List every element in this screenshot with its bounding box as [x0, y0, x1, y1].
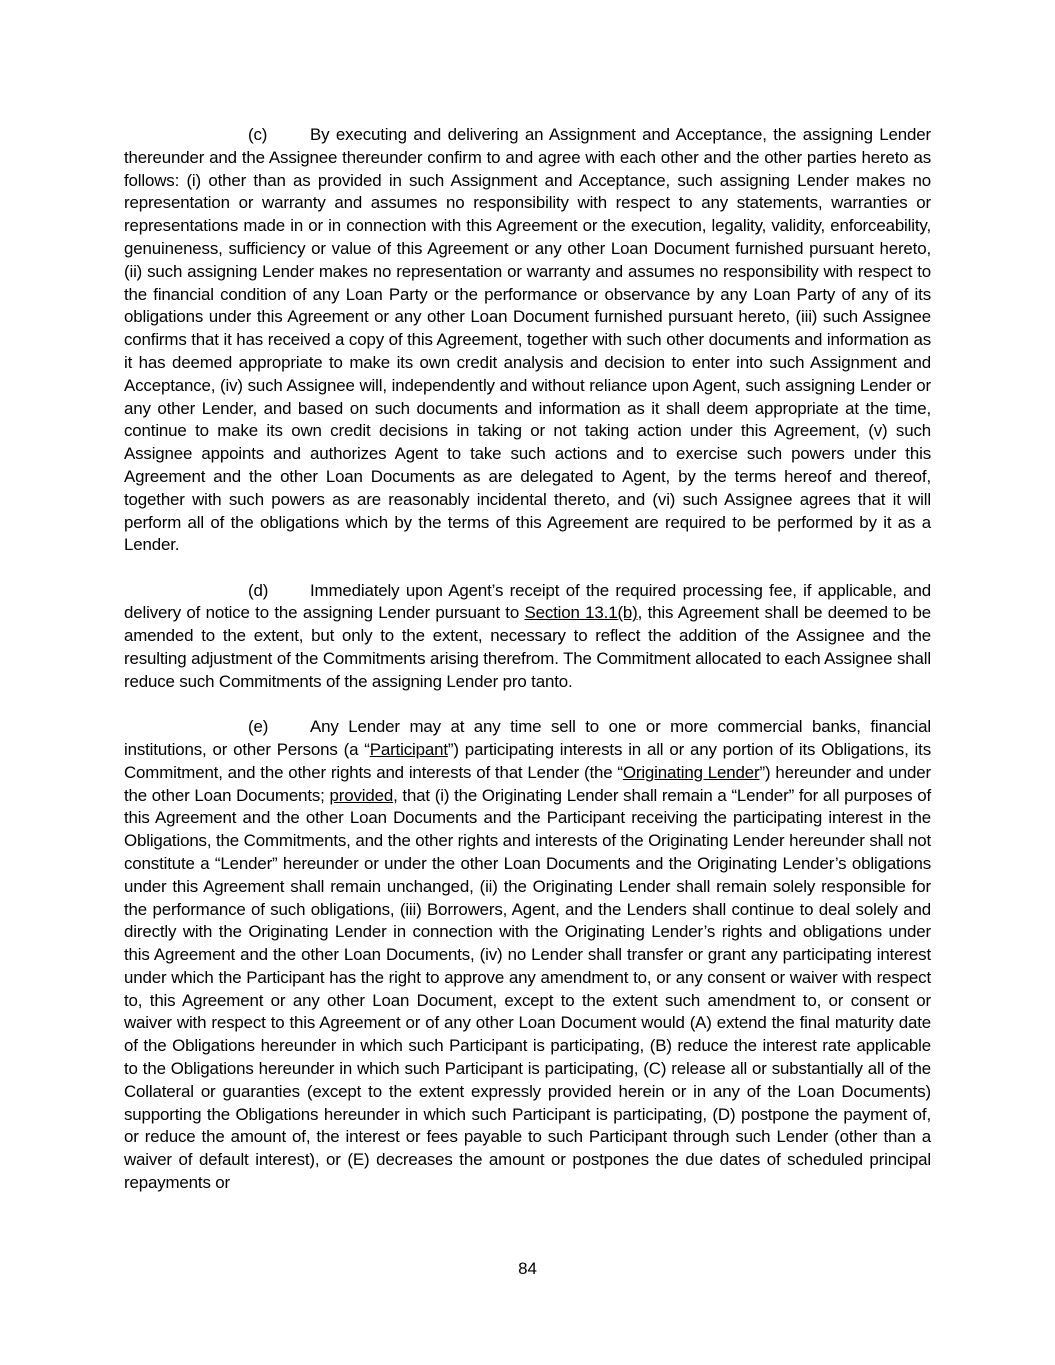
document-page	[124, 124, 931, 1217]
defined-term: provided	[329, 785, 394, 805]
paragraph-label: (c)	[248, 125, 268, 144]
paragraph-text: By executing and delivering an Assignment and Acceptance, the assigning Lender thereunder and the Assignee thereunder confirm to and agree with each other and the other parties hereto as follows: (i) other than as provided in such Assignment and Acceptance, such assigning Lender makes no representation or warranty and assumes no responsibility with respect to any statements, warranties or representations made in or in connection with this Agreement or the execution, legality, validity, enforceability, genuineness, sufficiency or value of this Agreement or any other Loan Document furnished pursuant hereto, (ii) such assigning Lender makes no representation or warranty and assumes no responsibility with respect to the financial condition of any Loan Party or the performance or observance by any Loan Party of any of its obligations under this Agreement or any other Loan Document furnished pursuant hereto, (iii) such Assignee confirms that it has received a copy of this Agreement, together with such other documents and information as it has deemed appropriate to make its own credit analysis and decision to enter into such Assignment and Acceptance, (iv) such Assignee will, independently and without reliance upon Agent, such assigning Lender or any other Lender, and based on such documents and information as it shall deem appropriate at the time, continue to make its own credit decisions in taking or not taking action under this Agreement, (v) such Assignee appoints and authorizes Agent to take such actions and to exercise such powers under this Agreement and the other Loan Documents as are delegated to Agent, by the terms hereof and thereof, together with such powers as are reasonably incidental thereto, and (vi) such Assignee agrees that it will perform all of the obligations which by the terms of this Agreement are required to be performed by it as a Lender.	[124, 125, 931, 555]
defined-term: Participant	[369, 739, 448, 759]
paragraph-e	[124, 716, 931, 1195]
paragraph-label: (d)	[248, 580, 269, 600]
paragraph-text: , that (i) the Originating Lender shall remain a “Lender” for all purposes of this Agreement and the other Loan Documents and the Participant receiving the participating interest in the Obligations, the Commitments, and the other rights and interests of the Originating Lender hereunder shall not constitute a “Lender” hereunder or under the other Loan Documents and the Originating Lender’s obligations under this Agreement shall remain unchanged, (ii) the Originating Lender shall remain solely responsible for the performance of such obligations, (iii) Borrowers, Agent, and the Lenders shall continue to deal solely and directly with the Originating Lender in connection with the Originating Lender’s rights and obligations under this Agreement and the other Loan Documents, (iv) no Lender shall transfer or grant any participating interest under which the Participant has the right to approve any amendment to, or any consent or waiver with respect to, this Agreement or any other Loan Document, except to the extent such amendment to, or consent or waiver with respect to this Agreement or of any other Loan Document would (A) extend the final maturity date of the Obligations hereunder in which such Participant is participating, (B) reduce the interest rate applicable to the Obligations hereunder in which such Participant is participating, (C) release all or substantially all of the Collateral or guaranties (except to the extent expressly provided herein or in any of the Loan Documents) supporting the Obligations hereunder in which such Participant is participating, (D) postpone the payment of, or reduce the amount of, the interest or fees payable to such Participant through such Lender (other than a waiver of default interest), or (E) decreases the amount or postpones the due dates of scheduled principal repayments or	[124, 785, 931, 1193]
section-reference-link: Section 13.1(b)	[524, 603, 638, 623]
paragraph-d	[124, 580, 931, 694]
page-number: 84	[518, 1259, 537, 1278]
defined-term: Originating Lender	[622, 762, 760, 782]
paragraph-text: ”) hereunder and under the other Loan Documents;	[124, 762, 931, 805]
paragraph-text: Immediately upon Agent’s receipt of the required processing fee, if applicable, and delivery of notice to the assigning Lender pursuant to	[124, 580, 931, 623]
paragraph-text: Any Lender may at any time sell to one or more commercial banks, financial institutions, or other Persons (a “	[124, 717, 931, 759]
paragraph-text: ”) participating interests in all or any portion of its Obligations, its Commitment, and the other rights and interests of that Lender (the “	[124, 739, 931, 782]
paragraph-text: , this Agreement shall be deemed to be amended to the extent, but only to the extent, necessary to reflect the addition of the Assignee and the resulting adjustment of the Commitments arising therefrom. The Commitment allocated to each Assignee shall reduce such Commitments of the assigning Lender pro tanto.	[124, 603, 931, 691]
paragraph-c	[124, 124, 931, 557]
paragraph-label: (e)	[248, 717, 269, 737]
